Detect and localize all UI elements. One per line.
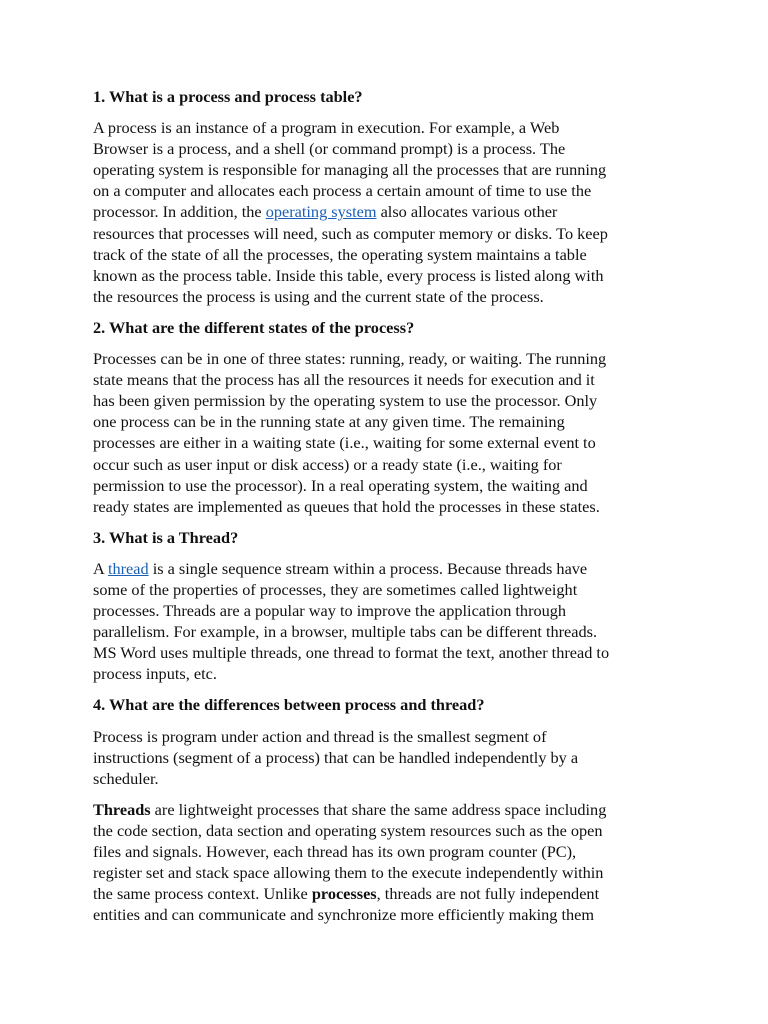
bold-term-threads: Threads [93,799,151,819]
text-line: Browser is a process, and a shell (or command prompt) is a process. The [93,139,566,159]
document-page [93,86,673,935]
heading-q3: 3. What is a Thread? [93,527,239,547]
text-fragment: also allocates various other [376,202,558,222]
paragraph-q2 [93,348,673,517]
text-line: scheduler. [93,768,159,788]
text-line: register set and stack space allowing them to the execute independently within [93,863,604,883]
text-line: ready states are implemented as queues that hold the processes in these states. [93,496,600,516]
heading-q1: 1. What is a process and process table? [93,87,363,106]
heading-q4: 4. What are the differences between process and thread? [93,695,485,715]
text-line: parallelism. For example, in a browser, multiple tabs can be different threads. [93,622,598,642]
text-line: permission to use the processor). In a real operating system, the waiting and [93,475,588,495]
text-line [93,201,673,222]
text-line: state means that the process has all the resources it needs for execution and it [93,370,595,390]
paragraph-q4-intro [93,726,673,789]
text-fragment: A [93,558,108,578]
paragraph-q4-threads [93,799,673,926]
text-line: entities and can communicate and synchronize more efficiently making them [93,905,595,925]
text-line: some of the properties of processes, they are sometimes called lightweight [93,579,578,599]
paragraph-q3 [93,558,673,685]
text-line: processes are either in a waiting state (i.e., waiting for some external event to [93,433,596,453]
text-line: the resources the process is using and the current state of the process. [93,286,544,306]
thread-link[interactable]: thread [107,558,149,578]
text-line: the code section, data section and operating system resources such as the open [93,820,603,840]
text-line [93,558,673,579]
text-line: A process is an instance of a program in execution. For example, a Web [93,118,560,138]
text-line [93,883,673,904]
text-line: known as the process table. Inside this table, every process is listed along with [93,265,604,285]
text-line: Process is program under action and thread is the smallest segment of [93,726,547,746]
text-line: occur such as user input or disk access) or a ready state (i.e., waiting for [93,454,562,474]
text-line: operating system is responsible for managing all the processes that are running [93,160,607,180]
text-line: one process can be in the running state at any given time. The remaining [93,412,565,432]
text-fragment: , threads are not fully independent [376,884,600,904]
text-line: MS Word uses multiple threads, one thread to format the text, another thread to [93,643,610,663]
text-fragment: the same process context. Unlike [93,884,312,904]
text-line: on a computer and allocates each process a certain amount of time to use the [93,181,592,201]
text-line [93,799,673,820]
text-line: files and signals. However, each thread has its own program counter (PC), [93,842,577,861]
text-fragment: are lightweight processes that share the same address space including [150,799,607,819]
paragraph-q1 [93,117,673,307]
text-fragment: is a single sequence stream within a process. Because threads have [148,558,588,578]
text-line: has been given permission by the operating system to use the processor. Only [93,391,598,411]
text-line: process inputs, etc. [93,664,217,684]
operating-system-link[interactable]: operating system [265,202,377,222]
text-line: processes. Threads are a popular way to improve the application through [93,601,567,621]
heading-q2: 2. What are the different states of the process? [93,317,415,337]
text-fragment: processor. In addition, the [93,202,266,222]
text-line: instructions (segment of a process) that can be handled independently by a [93,747,579,767]
text-line: track of the state of all the processes, the operating system maintains a table [93,244,587,264]
bold-term-processes: processes [311,884,377,904]
text-line: Processes can be in one of three states: running, ready, or waiting. The running [93,349,607,369]
text-line: resources that processes will need, such as computer memory or disks. To keep [93,223,608,243]
